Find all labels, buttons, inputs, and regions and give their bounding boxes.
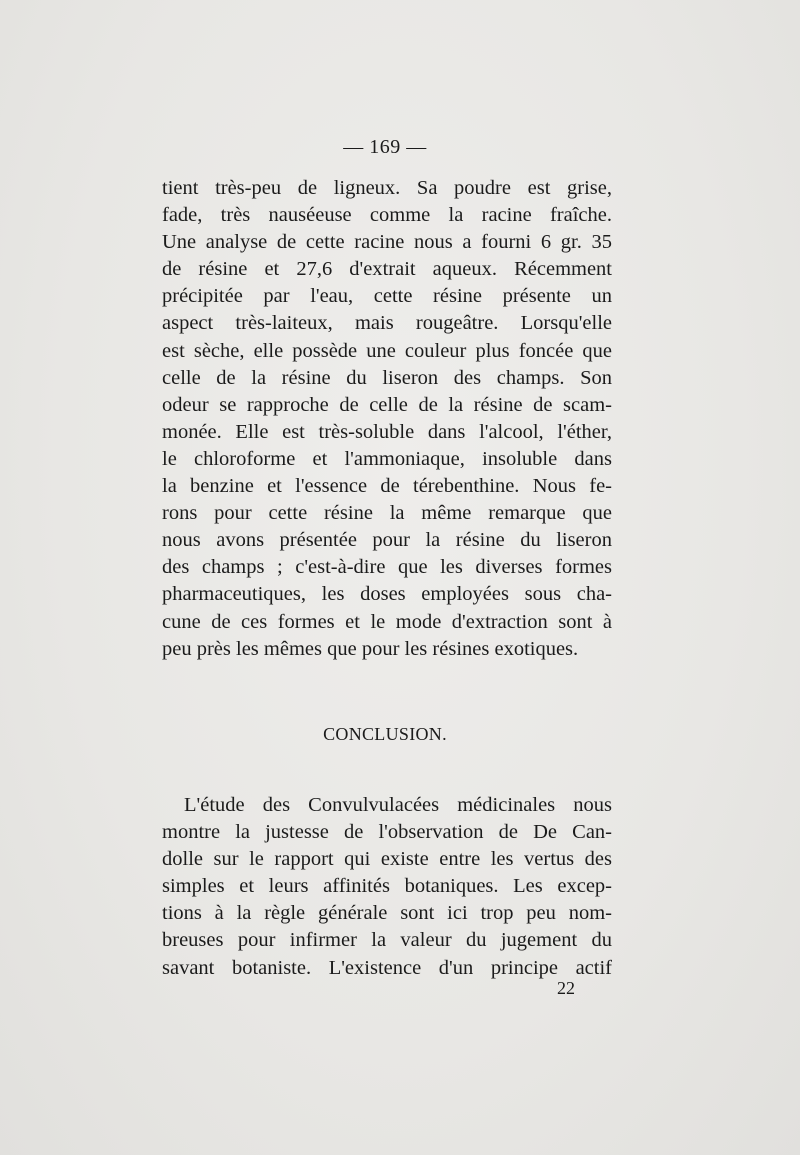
- text-line: L'étude des Convulvulacées médicinales nous: [184, 794, 612, 816]
- text-line: est sèche, elle possède une couleur plus foncée que: [162, 339, 612, 362]
- paragraph-resine-description: [162, 175, 612, 663]
- text-line: Une analyse de cette racine nous a fourni 6 gr. 35: [162, 231, 612, 254]
- text-line: monée. Elle est très-soluble dans l'alcool, l'éther,: [162, 420, 612, 443]
- text-line: pharmaceutiques, les doses employées sous cha-: [162, 583, 612, 606]
- text-line: aspect très-laiteux, mais rougeâtre. Lorsqu'elle: [162, 312, 612, 335]
- text-line: savant botaniste. L'existence d'un principe actif: [162, 956, 612, 979]
- text-line: rons pour cette résine la même remarque que: [162, 502, 612, 525]
- signature-mark: 22: [557, 978, 575, 998]
- text-line: simples et leurs affinités botaniques. Les excep-: [162, 875, 612, 898]
- text-line: tions à la règle générale sont ici trop peu nom-: [162, 902, 612, 925]
- text-line: dolle sur le rapport qui existe entre les vertus des: [162, 848, 612, 871]
- text-line: la benzine et l'essence de térebenthine. Nous fe-: [162, 475, 612, 498]
- text-line: cune de ces formes et le mode d'extraction sont à: [162, 610, 612, 633]
- text-line: fade, très nauséeuse comme la racine fraîche.: [162, 204, 612, 227]
- text-line: des champs ; c'est-à-dire que les diverses formes: [162, 556, 612, 579]
- text-line: celle de la résine du liseron des champs. Son: [162, 366, 612, 389]
- page-number: — 169 —: [343, 136, 427, 158]
- text-line: précipitée par l'eau, cette résine présente un: [162, 285, 612, 308]
- text-line: breuses pour infirmer la valeur du jugement du: [162, 929, 612, 952]
- text-line: montre la justesse de l'observation de De Can-: [162, 821, 612, 844]
- text-line: tient très-peu de ligneux. Sa poudre est grise,: [162, 177, 612, 199]
- text-line: odeur se rapproche de celle de la résine de scam-: [162, 393, 612, 416]
- text-line: le chloroforme et l'ammoniaque, insoluble dans: [162, 447, 612, 470]
- text-line: de résine et 27,6 d'extrait aqueux. Récemment: [162, 258, 612, 281]
- paragraph-conclusion: [162, 792, 612, 982]
- text-line: nous avons présentée pour la résine du liseron: [162, 529, 612, 552]
- section-heading: CONCLUSION.: [323, 724, 447, 744]
- text-line: peu près les mêmes que pour les résines exotiques.: [162, 637, 579, 660]
